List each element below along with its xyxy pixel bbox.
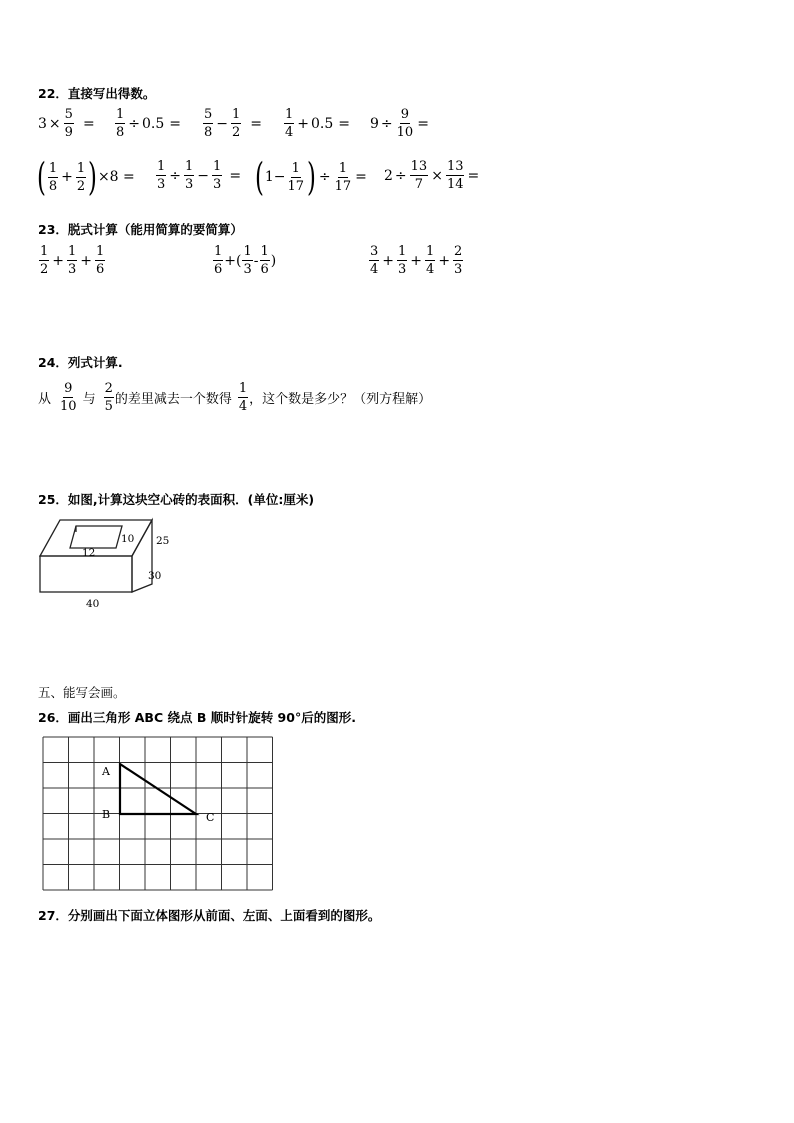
q22-expr-4: $\frac{1}{4}$ + 0.5 = <box>285 107 351 140</box>
q22-expr-6: ( $\frac{1}{8}$ + $\frac{1}{2}$ ) ×8 = <box>36 155 135 199</box>
q22-expr-1: 3 × $\frac{5}{9}$ = <box>38 107 95 140</box>
q24-question: 从 $\frac{9}{10}$ 与 $\frac{2}{5}$ 的差里减去一个数得 $\frac{1}{4}$ ，这个数是多少？（列方程解） <box>38 381 432 414</box>
q22-expr-9: 2 ÷ $\frac{13}{7}$ × $\frac{13}{14}$ = <box>384 159 480 192</box>
q27-title: 27．分别画出下面立体图形从前面、左面、上面看到的图形。 <box>38 908 381 923</box>
triangle-abc <box>120 764 196 814</box>
q22-expr-2: $\frac{1}{8}$ ÷ 0.5 = <box>116 107 182 140</box>
dim-length: 40 <box>86 598 100 610</box>
q22-expr-5: 9 ÷ $\frac{9}{10}$ = <box>370 107 429 140</box>
q25-title: 25．如图,计算这块空心砖的表面积．(单位:厘米) <box>38 492 315 507</box>
dim-height: 25 <box>156 535 170 547</box>
q23-title: 23．脱式计算（能用简算的要简算） <box>38 222 243 237</box>
q22-expr-3: $\frac{5}{8}$ − $\frac{1}{2}$ = <box>204 107 263 140</box>
q23-expr-3: $\frac{3}{4}$ + $\frac{1}{3}$ + $\frac{1}{4}$ + $\frac{2}{3}$ <box>370 244 463 277</box>
section-5-title: 五、能写会画。 <box>38 685 126 700</box>
dim-hole-length: 12 <box>82 547 96 559</box>
q23-expr-1: $\frac{1}{2}$ + $\frac{1}{3}$ + $\frac{1}{6}$ <box>40 244 105 277</box>
q26-title: 26．画出三角形 ABC 绕点 B 顺时针旋转 90°后的图形. <box>38 710 356 725</box>
rotation-grid <box>42 736 274 894</box>
q22-title: 22．直接写出得数。 <box>38 86 156 101</box>
dim-hole-width: 10 <box>121 533 135 545</box>
q23-expr-2: $\frac{1}{6}$ +( $\frac{1}{3}$ - $\frac{1}{6}$ ) <box>214 244 277 277</box>
q24-title: 24．列式计算. <box>38 355 123 370</box>
label-b: B <box>102 808 111 821</box>
q22-expr-8: ( 1− $\frac{1}{17}$ ) ÷ $\frac{1}{17}$ = <box>254 155 367 199</box>
hollow-brick-figure <box>36 512 176 612</box>
q22-expr-7: $\frac{1}{3}$ ÷ $\frac{1}{3}$ − $\frac{1}{3}$ = <box>157 159 242 192</box>
brick-hole <box>70 526 122 548</box>
dim-width: 30 <box>148 570 162 582</box>
label-a: A <box>102 765 110 778</box>
brick-front-face <box>40 556 132 592</box>
label-c: C <box>206 811 215 824</box>
